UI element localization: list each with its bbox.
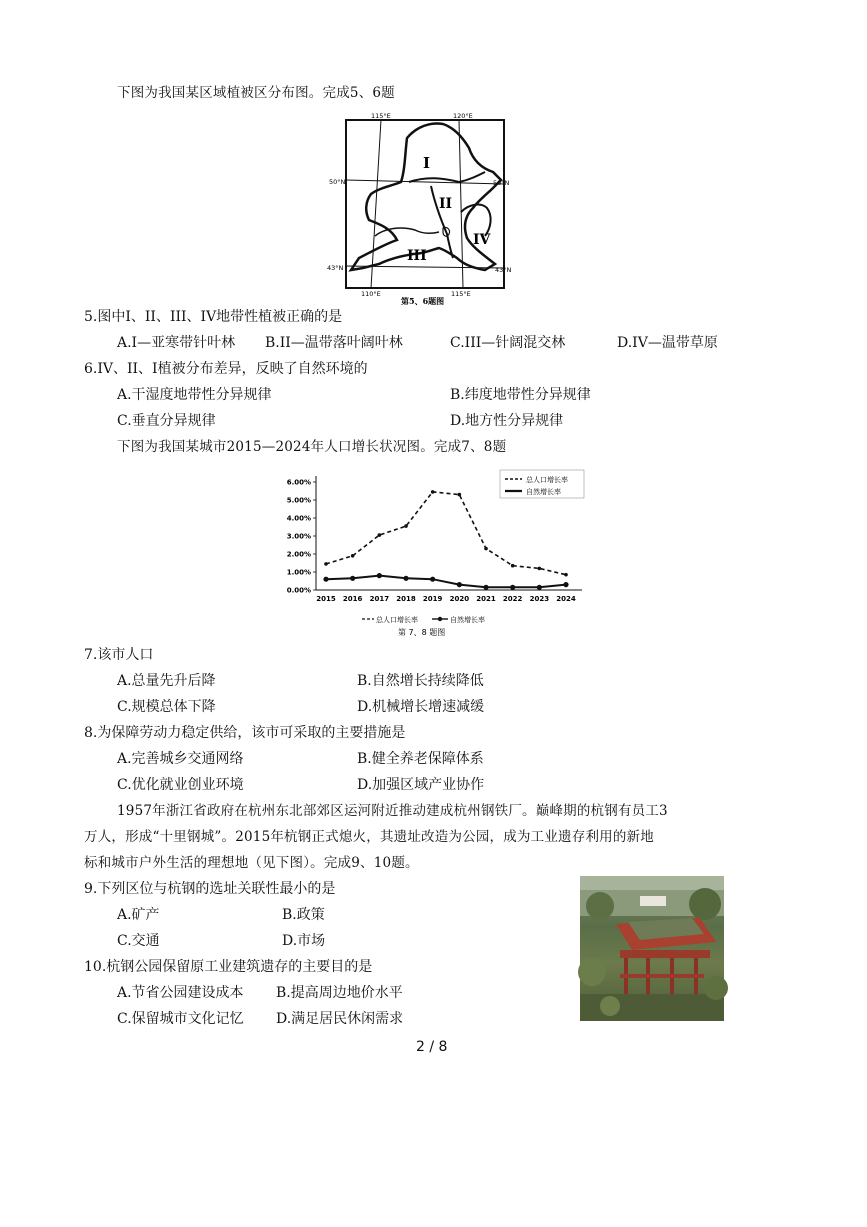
y-tick-label: 0.00% bbox=[286, 586, 311, 595]
y-tick-label: 3.00% bbox=[286, 532, 311, 541]
question-8-option-c[interactable]: C.优化就业创业环境 bbox=[117, 777, 244, 793]
question-9-option-a[interactable]: A.矿产 bbox=[117, 907, 160, 923]
data-point-total bbox=[404, 524, 408, 528]
parallel-50 bbox=[346, 180, 504, 184]
x-tick-label: 2019 bbox=[422, 595, 443, 603]
question-9-option-b[interactable]: B.政策 bbox=[282, 907, 325, 923]
legend-top-total: 总人口增长率 bbox=[526, 476, 568, 484]
question-7-option-a[interactable]: A.总量先升后降 bbox=[117, 673, 216, 689]
series-line-total bbox=[326, 492, 566, 575]
map-caption: 第5、6题图 bbox=[401, 296, 445, 306]
lon-label-115-bottom: 115°E bbox=[451, 290, 471, 298]
legend-bottom bbox=[362, 615, 485, 624]
question-6-option-b[interactable]: B.纬度地带性分异规律 bbox=[450, 387, 591, 403]
zone-line-1 bbox=[409, 172, 485, 182]
x-tick-label: 2021 bbox=[476, 595, 496, 603]
lon-label-110: 110°E bbox=[361, 290, 381, 298]
x-tick-label: 2022 bbox=[502, 595, 523, 603]
data-point-natural bbox=[510, 585, 515, 590]
data-point-natural bbox=[537, 585, 542, 590]
lat-label-43-left: 43°N bbox=[327, 264, 344, 272]
data-point-total bbox=[458, 493, 462, 497]
vegetation-map bbox=[327, 108, 512, 308]
legend-top-natural: 自然增长率 bbox=[526, 488, 561, 496]
question-5-option-c[interactable]: C.III—针阔混交林 bbox=[450, 335, 566, 351]
question-10-option-c[interactable]: C.保留城市文化记忆 bbox=[117, 1011, 244, 1027]
question-10-option-a[interactable]: A.节省公园建设成本 bbox=[117, 985, 244, 1001]
data-point-total bbox=[431, 490, 435, 494]
zone-label-1: I bbox=[423, 154, 431, 172]
legend-bottom-natural: 自然增长率 bbox=[450, 616, 485, 624]
data-point-natural bbox=[403, 576, 408, 581]
data-point-natural bbox=[457, 582, 462, 587]
x-tick-label: 2017 bbox=[369, 595, 390, 603]
question-8-option-d[interactable]: D.加强区域产业协作 bbox=[357, 777, 485, 793]
data-point-total bbox=[351, 554, 355, 558]
zone-label-4: IV bbox=[473, 232, 491, 248]
y-tick-label: 2.00% bbox=[286, 550, 311, 559]
data-point-natural bbox=[563, 582, 568, 587]
question-9-stem: 9.下列区位与杭钢的选址关联性最小的是 bbox=[84, 881, 336, 897]
section-intro-9-10-line3: 标和城市户外生活的理想地（见下图）。完成9、10题。 bbox=[84, 855, 419, 871]
data-point-natural bbox=[323, 577, 328, 582]
section-intro-9-10-line1: 1957年浙江省政府在杭州东北部郊区运河附近推动建成杭州钢铁厂。巅峰期的杭钢有员工3 bbox=[117, 803, 668, 819]
chart-caption: 第 7、8 题图 bbox=[398, 628, 446, 637]
lat-label-50-left: 50°N bbox=[329, 178, 346, 186]
question-10-option-d[interactable]: D.满足居民休闲需求 bbox=[276, 1011, 404, 1027]
lat-label-43-right: 43°N bbox=[495, 266, 512, 274]
data-point-total bbox=[378, 533, 382, 537]
question-6-option-a[interactable]: A.干湿度地带性分异规律 bbox=[117, 387, 272, 403]
y-tick-label: 1.00% bbox=[286, 568, 311, 577]
zone-line-4 bbox=[375, 228, 439, 236]
data-point-total bbox=[564, 573, 568, 577]
lon-label-115: 115°E bbox=[371, 112, 391, 120]
data-point-natural bbox=[377, 573, 382, 578]
page-number: 2 / 8 bbox=[416, 1039, 448, 1055]
question-7-option-d[interactable]: D.机械增长增速减缓 bbox=[357, 699, 485, 715]
data-point-total bbox=[484, 547, 488, 551]
hangzhou-steel-park-photo bbox=[580, 876, 724, 1021]
data-point-total bbox=[324, 562, 328, 566]
section-intro-7-8: 下图为我国某城市2015—2024年人口增长状况图。完成7、8题 bbox=[117, 439, 507, 455]
y-tick-label: 4.00% bbox=[286, 514, 311, 523]
legend-top bbox=[500, 470, 584, 498]
y-tick-label: 5.00% bbox=[286, 496, 311, 505]
question-8-option-b[interactable]: B.健全养老保障体系 bbox=[357, 751, 484, 767]
legend-bottom-total: 总人口增长率 bbox=[376, 616, 418, 624]
question-5-option-d[interactable]: D.IV—温带草原 bbox=[617, 335, 718, 351]
question-5-stem: 5.图中I、II、III、IV地带性植被正确的是 bbox=[84, 309, 343, 325]
section-intro-9-10-line2: 万人，形成“十里钢城”。2015年杭钢正式熄火，其遗址改造为公园，成为工业遗存利用的新地 bbox=[84, 829, 654, 845]
x-tick-label: 2016 bbox=[342, 595, 363, 603]
question-10-option-b[interactable]: B.提高周边地价水平 bbox=[276, 985, 403, 1001]
question-6-option-d[interactable]: D.地方性分异规律 bbox=[450, 413, 564, 429]
data-point-natural bbox=[430, 577, 435, 582]
data-point-natural bbox=[483, 585, 488, 590]
question-7-option-c[interactable]: C.规模总体下降 bbox=[117, 699, 216, 715]
question-6-stem: 6.IV、II、I植被分布差异，反映了自然环境的 bbox=[84, 361, 368, 377]
question-10-stem: 10.杭钢公园保留原工业建筑遗存的主要目的是 bbox=[84, 959, 373, 975]
section-intro-5-6: 下图为我国某区域植被区分布图。完成5、6题 bbox=[117, 85, 395, 101]
data-point-total bbox=[538, 567, 542, 571]
lon-label-120: 120°E bbox=[453, 112, 473, 120]
question-9-option-c[interactable]: C.交通 bbox=[117, 933, 160, 949]
x-tick-label: 2018 bbox=[396, 595, 416, 603]
series-line-natural bbox=[326, 576, 566, 588]
x-tick-label: 2024 bbox=[556, 595, 576, 603]
question-5-option-b[interactable]: B.II—温带落叶阔叶林 bbox=[265, 335, 403, 351]
question-5-option-a[interactable]: A.I—亚寒带针叶林 bbox=[117, 335, 236, 351]
x-tick-label: 2015 bbox=[316, 595, 336, 603]
y-tick-label: 6.00% bbox=[286, 478, 311, 487]
zone-label-3: III bbox=[407, 248, 427, 264]
lat-label-50-right: 50°N bbox=[493, 179, 510, 187]
question-8-option-a[interactable]: A.完善城乡交通网络 bbox=[117, 751, 244, 767]
question-8-stem: 8.为保障劳动力稳定供给，该市可采取的主要措施是 bbox=[84, 725, 406, 741]
question-6-option-c[interactable]: C.垂直分异规律 bbox=[117, 413, 216, 429]
question-7-option-b[interactable]: B.自然增长持续降低 bbox=[357, 673, 484, 689]
question-9-option-d[interactable]: D.市场 bbox=[282, 933, 326, 949]
population-growth-chart bbox=[272, 468, 602, 638]
x-tick-label: 2023 bbox=[529, 595, 550, 603]
zone-label-2: II bbox=[439, 196, 453, 212]
data-point-natural bbox=[350, 576, 355, 581]
question-7-stem: 7.该市人口 bbox=[84, 647, 154, 663]
x-tick-label: 2020 bbox=[449, 595, 470, 603]
data-point-total bbox=[511, 564, 515, 568]
